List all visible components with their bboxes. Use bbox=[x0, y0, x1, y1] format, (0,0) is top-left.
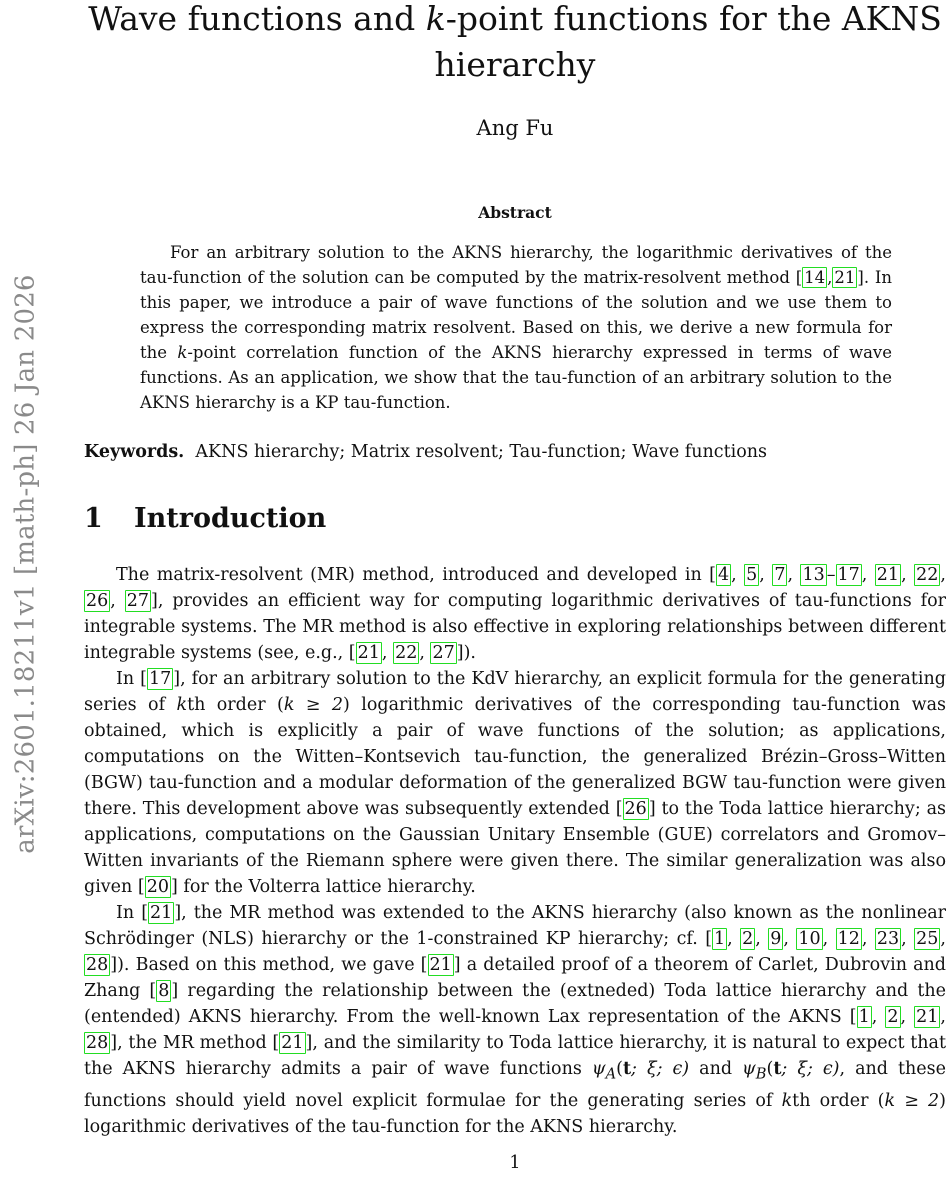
abstract-heading: Abstract bbox=[478, 203, 552, 222]
citation-link[interactable]: 26 bbox=[624, 799, 647, 819]
paragraph-2: In [ 17 ], for an arbitrary solution to the KdV hierarchy, an explicit formula for the generating series of kth order (k ≥ 2) logarithmic derivatives of the corresponding tau-function was obtained, which is explicitly a pair of wave functions of the solution; as applications, computations on the Witten–Kontsevich tau-function, the generalized Brézin–Gross–Witten (BGW) tau-function and a modular deformation of the generalized BGW tau-function were given there. This development above was subsequently extended [ 26 ] to the Toda lattice hierarchy; as applications, computations on the Gaussian Unitary Ensemble (GUE) correlators and Gromov–Witten invariants of the Riemann sphere were given there. The similar generalization was also given [ 20 ] for the Volterra lattice hierarchy. bbox=[84, 669, 946, 897]
citation-link[interactable]: 14 bbox=[804, 268, 826, 287]
citation-link[interactable]: 21 bbox=[876, 565, 900, 585]
citation-link[interactable]: 22 bbox=[395, 643, 418, 663]
citation-link[interactable]: 25 bbox=[916, 929, 939, 949]
citation-link[interactable]: 2 bbox=[887, 1007, 899, 1027]
citation-link[interactable]: 21 bbox=[916, 1007, 939, 1027]
page-number: 1 bbox=[509, 1153, 521, 1173]
citation-link[interactable]: 21 bbox=[429, 955, 452, 975]
title-text-end: -point functions for the AKNS hierarchy bbox=[434, 0, 942, 84]
math-psi-a: $\psi_A(t$; ξ; ϵ) bbox=[591, 1059, 690, 1083]
citation-link[interactable]: 9 bbox=[770, 929, 782, 949]
citation-link[interactable]: 21 bbox=[150, 903, 173, 923]
arxiv-sidebar bbox=[4, 228, 48, 900]
citation-link[interactable]: 10 bbox=[798, 929, 821, 949]
keywords bbox=[84, 440, 946, 465]
citation-link[interactable]: 21 bbox=[281, 1033, 304, 1053]
paragraph-1: The matrix-resolvent (MR) method, introduced and developed in [ 4 , 5 , 7 , 13 – 17 , 21 , 22 , 26 , 27 ], provides an efficient way for computing logarithmic derivatives of tau-functions for integrable systems. The MR method is also effective in exploring relationships between different integrable systems (see, e.g., [ 21 , 22 , 27 ]). bbox=[84, 565, 946, 663]
citation-link[interactable]: 27 bbox=[432, 643, 455, 663]
citation-link[interactable]: 17 bbox=[837, 565, 860, 585]
citation-link[interactable]: 23 bbox=[876, 929, 900, 949]
citation-link[interactable]: 22 bbox=[916, 565, 939, 585]
citation-link[interactable]: 20 bbox=[146, 877, 169, 897]
arxiv-id-label: arXiv:2601.18211v1 [math-ph] 26 Jan 2026 bbox=[11, 274, 41, 854]
title-text: Wave functions and bbox=[88, 0, 426, 38]
citation-link[interactable]: 4 bbox=[718, 565, 730, 585]
paragraph-3: In [ 21 ], the MR method was extended to the AKNS hierarchy (also known as the nonlinear Schrödinger (NLS) hierarchy or the 1-constrained KP hierarchy; cf. [ 1 , 2 , 9 , 10 , 12 , 23 , 25 , 28 ]). Based on this method, we gave [ 21 ] a detailed proof of a theorem of Carlet, Dubrovin and Zhang [ 8 ] regarding the relationship between the (extneded) Toda lattice hierarchy and the (entended) AKNS hierarchy. From the well-known Lax representation of the AKNS [ 1 , 2 , 21 , 28 ], the MR method [ 21 ], and the similarity to Toda lattice hierarchy, it is natural to expect that the AKNS hierarchy admits a pair of wave functions $\psi_A(t$; ξ; ϵ) and $\psi_B(t$; ξ; ϵ), and these functions should yield novel explicit formulae for the generating series of kth order (k ≥ 2) logarithmic derivatives of the tau-function for the AKNS hierarchy. bbox=[84, 903, 947, 1137]
citation-link[interactable]: 5 bbox=[746, 565, 758, 585]
citation-link[interactable]: 8 bbox=[158, 981, 170, 1001]
citation-link[interactable]: 28 bbox=[86, 1033, 109, 1053]
abstract-body: For an arbitrary solution to the AKNS hierarchy, the logarithmic derivatives of the tau-function of the solution can be computed by the matrix-resolvent method [ 14 , 21 ]. In this paper, we introduce a pair of wave functions of the solution and we use them to express the corresponding matrix resolvent. Based on this, we derive a new formula for the k-point correlation function of the AKNS hierarchy expressed in terms of wave functions. As an application, we show that the tau-function of an arbitrary solution to the AKNS hierarchy is a KP tau-function. bbox=[140, 243, 892, 412]
section-heading bbox=[84, 503, 326, 534]
math-psi-b: $\psi_B(t$; ξ; ϵ) bbox=[742, 1059, 840, 1083]
citation-link[interactable]: 12 bbox=[837, 929, 860, 949]
title-math-k: k bbox=[425, 0, 446, 38]
section-title: Introduction bbox=[134, 503, 327, 534]
keywords-text: AKNS hierarchy; Matrix resolvent; Tau-function; Wave functions bbox=[195, 442, 768, 462]
citation-link[interactable]: 17 bbox=[149, 669, 172, 689]
citation-link[interactable]: 26 bbox=[86, 591, 109, 611]
section-body bbox=[84, 562, 946, 1140]
citation-link[interactable]: 2 bbox=[742, 929, 754, 949]
citation-link[interactable]: 7 bbox=[774, 565, 786, 585]
citation-link[interactable]: 1 bbox=[858, 1007, 870, 1027]
section-number: 1 bbox=[84, 503, 103, 534]
citation-link[interactable]: 28 bbox=[86, 955, 109, 975]
citation-link[interactable]: 13 bbox=[802, 565, 825, 585]
citation-link[interactable]: 1 bbox=[714, 929, 726, 949]
paper-author: Ang Fu bbox=[476, 116, 554, 140]
paper-title bbox=[84, 0, 946, 88]
keywords-label: Keywords. bbox=[84, 442, 185, 462]
citation-link[interactable]: 27 bbox=[126, 591, 150, 611]
citation-link[interactable]: 21 bbox=[357, 643, 380, 663]
citation-link[interactable]: 21 bbox=[834, 268, 856, 287]
